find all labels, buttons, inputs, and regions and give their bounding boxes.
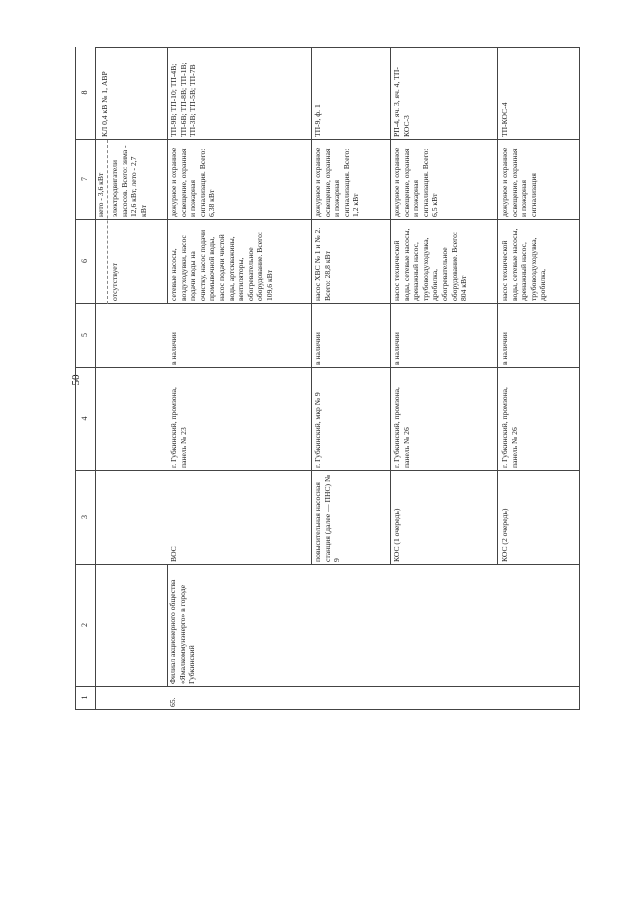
top-row-dash [107, 140, 108, 304]
top-row-col7-total: электродвигатели насосов. Всего: зима - 12,6 кВт, лето - 2,7 кВт [110, 145, 148, 217]
top-row-col6: отсутствует [110, 263, 119, 301]
header-col-8: 8 [75, 47, 96, 140]
sub1-object: ВОС [169, 546, 178, 562]
sub1-address: г. Губкинский, промзона, панель № 23 [169, 387, 188, 468]
header-col-5: 5 [75, 303, 96, 368]
sub3-bottom-rule [497, 47, 498, 565]
sub4-address: г. Губкинский, промзона, панель № 26 [500, 387, 519, 468]
facility-table [75, 47, 580, 710]
sub2-address: г. Губкинский, мкр № 9 [313, 392, 322, 468]
sub2-source: ТП-9, ф. 1 [313, 104, 322, 137]
sub4-equipment: насос технической воды, сетевые насосы, дренажный насос, трубовоздуходувка, дробилка, [500, 228, 548, 301]
sub4-critical: дежурное и охранное освещение, охранная и пожарная сигнализация [500, 147, 538, 217]
sub2-reserve: в наличии [313, 332, 322, 365]
sub3-source: РП-4, яч. 3, яч. 4, ТП-КОС-3 [392, 67, 411, 137]
header-col-3: 3 [75, 470, 96, 565]
sub3-critical: дежурное и охранное освещение, охранная и пожарная сигнализация. Всего: 6,5 кВт [392, 147, 440, 217]
sub2-object: повысительная насосная станция (далее — ПНС) № 9 [313, 474, 342, 562]
sub1-critical: дежурное и охранное освещение, охранная и пожарная сигнализация. Всего: 6,38 кВт [169, 147, 217, 217]
sub3-address: г. Губкинский, промзона, панель № 26 [392, 387, 411, 468]
sub2-equipment: насос ХВС № 1 и № 2. Всего: 28,8 кВт [313, 227, 332, 301]
sub3-reserve: в наличии [392, 332, 401, 365]
sub3-equipment: насос технической воды, сетевые насосы, дренажный насос, трубовоздуходувка, дробилка, обогревательное оборудование. Всего: 804 кВт [392, 228, 469, 301]
row-65-number: 65. [168, 697, 177, 707]
sub4-reserve: в наличии [500, 332, 509, 365]
sub1-reserve: в наличии [169, 332, 178, 365]
row-65-owner: Филиал акционерного общества «Ямалкоммунэнерго» в городе Губкинский [168, 579, 197, 684]
header-col-7: 7 [75, 139, 96, 220]
header-col-6: 6 [75, 219, 96, 304]
header-col-1: 1 [75, 686, 96, 710]
sub3-object: КОС (1 очередь) [392, 508, 401, 562]
top-row-col8: КЛ 0,4 кВ № 1, АВР [100, 71, 109, 137]
table-border-bottom [579, 47, 580, 710]
header-col-4: 4 [75, 367, 96, 471]
sub4-source: ТП-КОС-4 [500, 102, 509, 137]
table-viewport [75, 47, 580, 710]
sub2-critical: дежурное и охранное освещение, охранная и пожарная сигнализация. Всего: 1,2 кВт [313, 147, 361, 217]
header-col-2: 2 [75, 564, 96, 687]
sub4-object: КОС (2 очередь) [500, 508, 509, 562]
top-row-col7-summer: нето - 3,6 кВт [96, 172, 105, 217]
page-number: 50 [70, 374, 82, 386]
sub1-equipment: сетевые насосы, воздуходувки, насос подачи воды на очистку, насос подачи промывочной воды, насос подачи чистой воды, артскважины, вентиляторы, обогревательное оборудование. Всего: 109,6 кВт [169, 229, 274, 301]
sub1-source: ТП-9В; ТП-10; ТП-4В; ТП-6В; ТП-8В; ТП-1В; ТП-3В; ТП-5В; ТП-7В [169, 62, 198, 137]
